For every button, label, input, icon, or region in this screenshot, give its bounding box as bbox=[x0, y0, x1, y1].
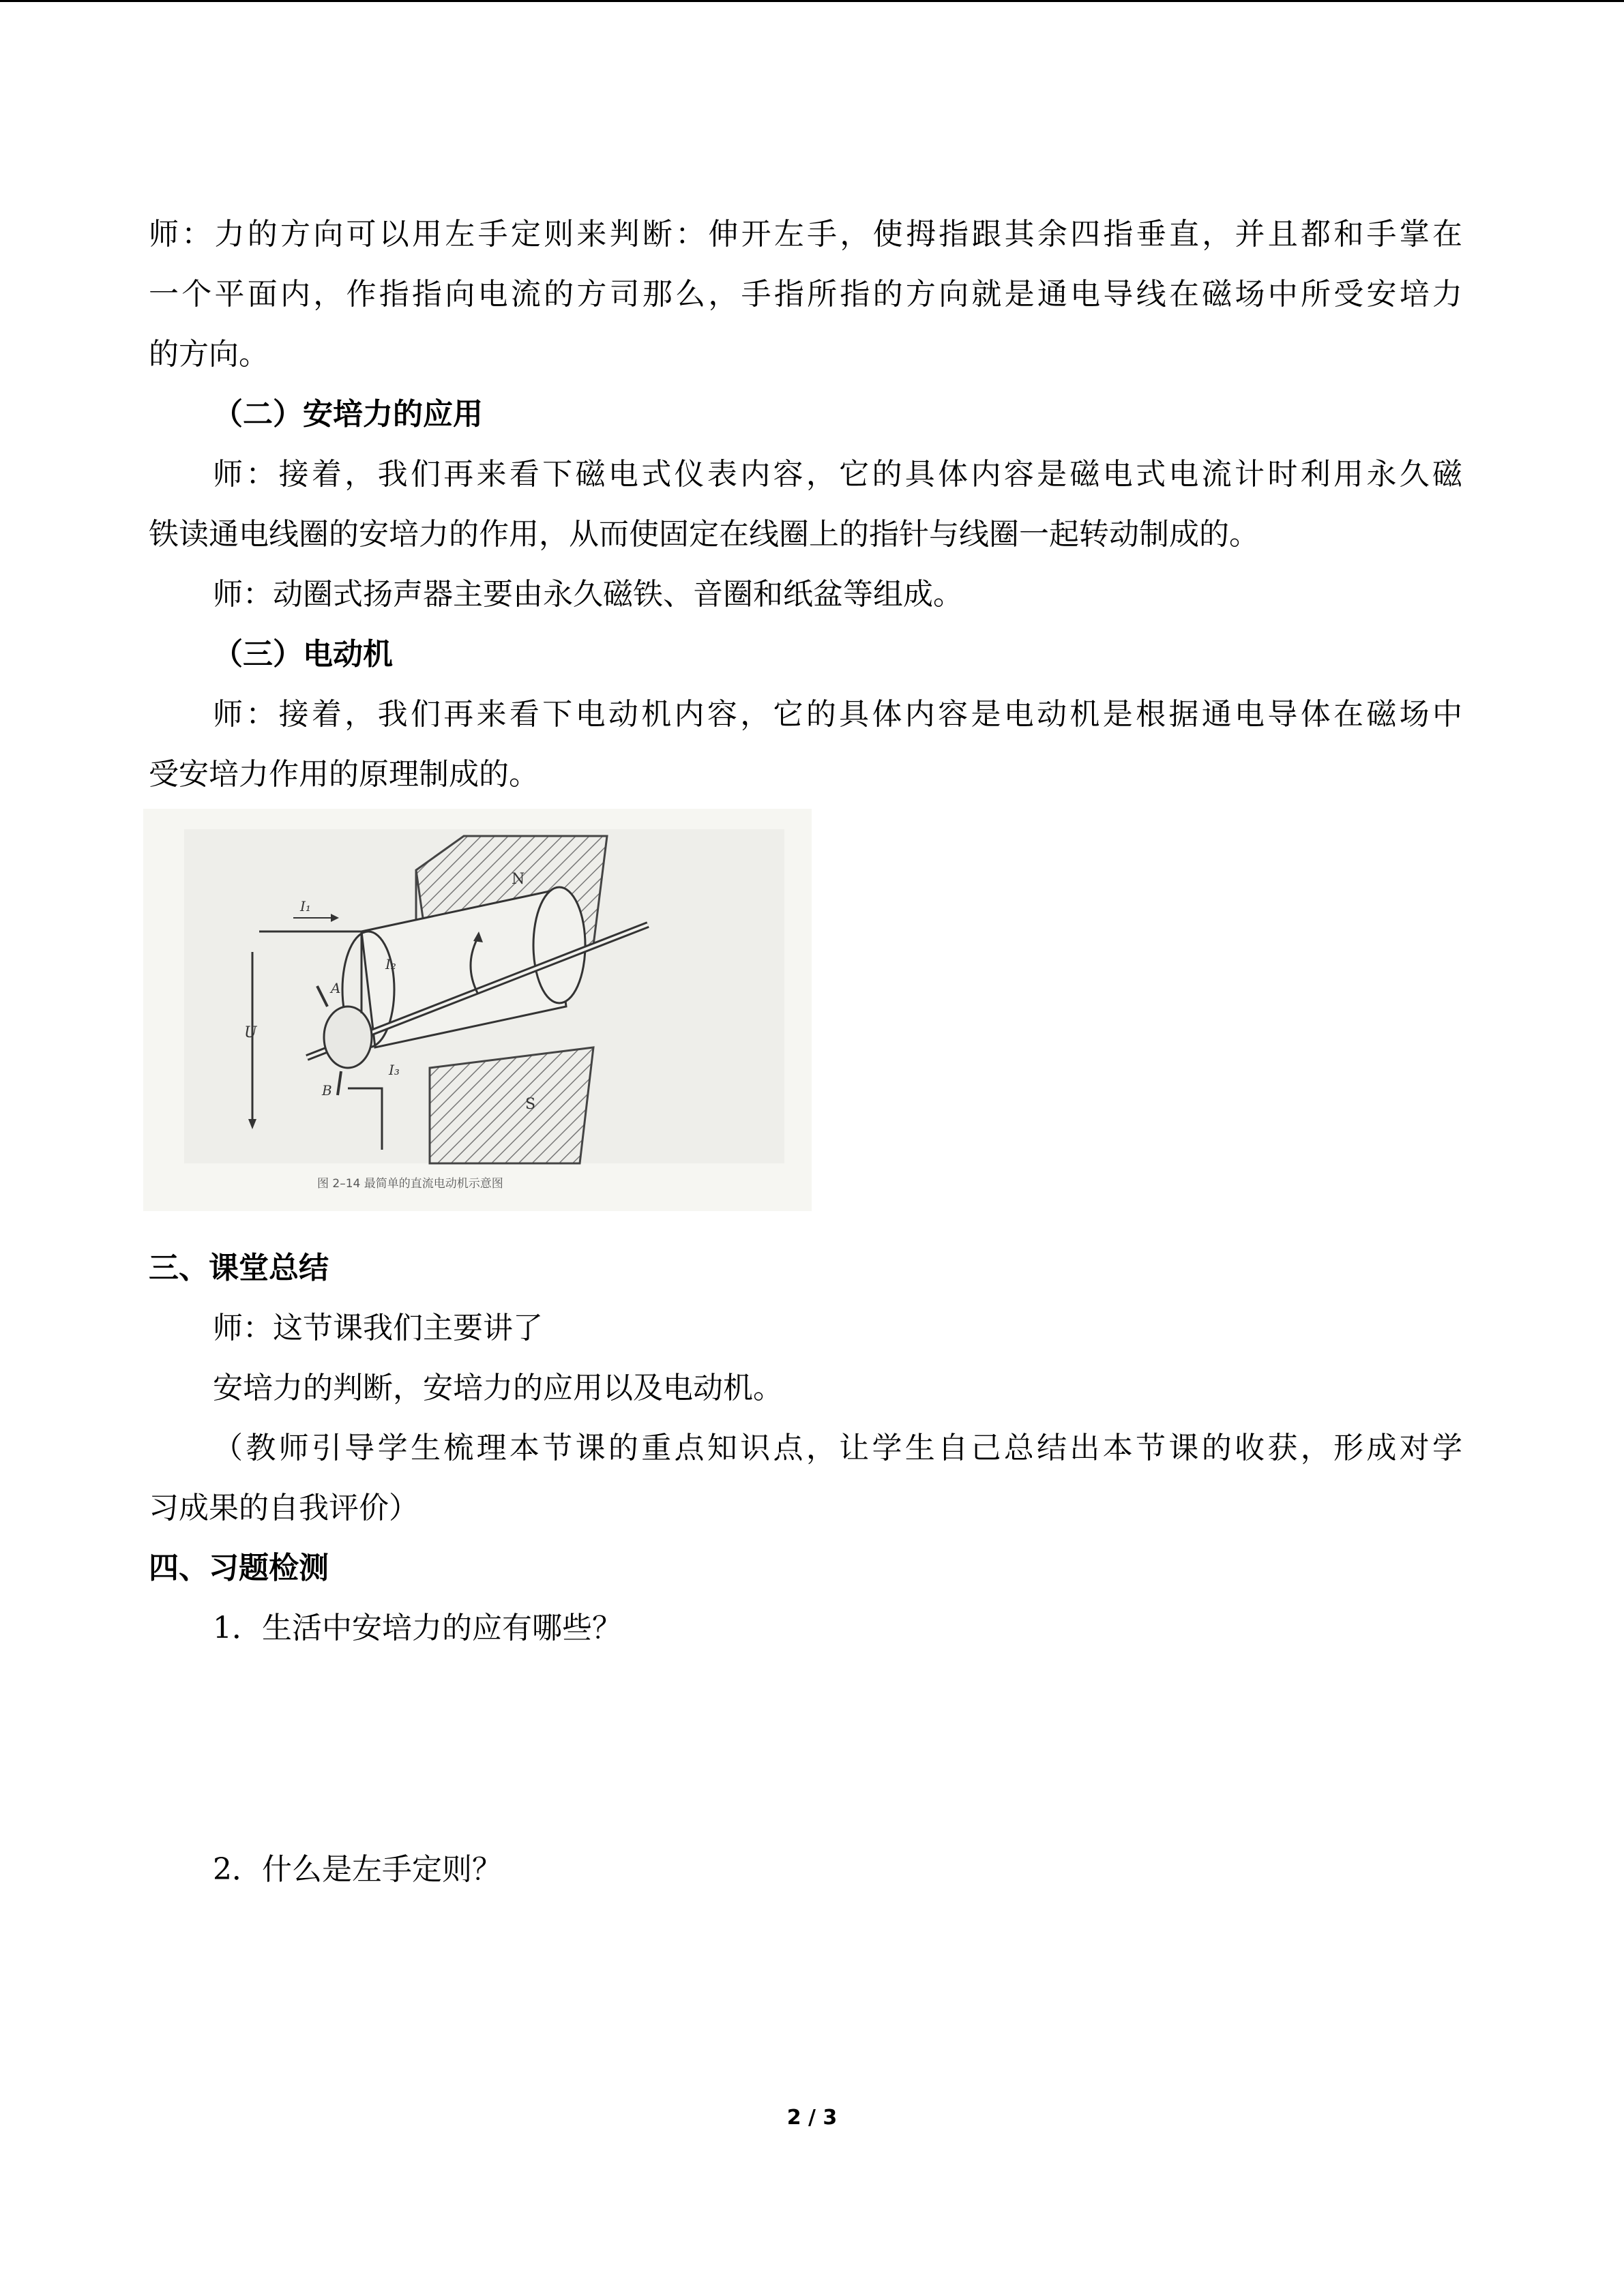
summary-note-line1: （教师引导学生梳理本节课的重点知识点，让学生自己总结出本节课的收获，形成对学 bbox=[213, 1431, 1462, 1465]
question-2: 2．什么是左手定则？ bbox=[213, 1852, 502, 1887]
dc-motor-diagram bbox=[143, 809, 812, 1211]
label-brush-a: A bbox=[331, 980, 341, 996]
paragraph1-line3: 的方向。 bbox=[149, 337, 269, 372]
paragraph2-line2: 铁读通电线圈的安培力的作用，从而使固定在线圈上的指针与线圈一起转动制成的。 bbox=[149, 517, 1259, 552]
paragraph1-line2: 一个平面内，作指指向电流的方司那么，手指所指的方向就是通电导线在磁场中所受安培力 bbox=[149, 277, 1462, 312]
commutator bbox=[324, 1007, 372, 1068]
question-1: 1．生活中安培力的应有哪些？ bbox=[213, 1611, 622, 1645]
label-north: N bbox=[512, 871, 525, 888]
label-south: S bbox=[525, 1096, 536, 1113]
summary-line1: 师：这节课我们主要讲了 bbox=[213, 1311, 543, 1345]
south-pole-magnet bbox=[430, 1047, 593, 1163]
label-brush-b: B bbox=[322, 1082, 332, 1099]
summary-line2: 安培力的判断，安培力的应用以及电动机。 bbox=[213, 1371, 783, 1405]
section3-title: （三）电动机 bbox=[213, 637, 393, 672]
paragraph3: 师：动圈式扬声器主要由永久磁铁、音圈和纸盆等组成。 bbox=[213, 577, 963, 612]
paragraph2-line1: 师：接着，我们再来看下磁电式仪表内容，它的具体内容是磁电式电流计时利用永久磁 bbox=[213, 457, 1462, 492]
paragraph4-line1: 师：接着，我们再来看下电动机内容，它的具体内容是电动机是根据通电导体在磁场中 bbox=[213, 697, 1462, 732]
label-voltage: U bbox=[244, 1024, 257, 1041]
exercise-title: 四、习题检测 bbox=[149, 1551, 329, 1585]
section2-title: （二）安培力的应用 bbox=[213, 397, 483, 432]
paragraph1-line1: 师：力的方向可以用左手定则来判断：伸开左手，使拇指跟其余四指垂直，并且都和手掌在 bbox=[149, 217, 1462, 252]
paragraph4-line2: 受安培力作用的原理制成的。 bbox=[149, 757, 539, 792]
dc-motor-figure bbox=[143, 809, 812, 1211]
label-i2: I₂ bbox=[385, 956, 396, 972]
page-top-border bbox=[0, 0, 1624, 2]
label-i1: I₁ bbox=[300, 898, 311, 914]
page-number: 2 / 3 bbox=[786, 2106, 838, 2130]
coil-end-ellipse bbox=[533, 887, 585, 1003]
label-i3: I₃ bbox=[389, 1062, 400, 1078]
summary-note-line2: 习成果的自我评价） bbox=[149, 1491, 419, 1525]
figure-caption: 图 2–14 最简单的直流电动机示意图 bbox=[317, 1177, 503, 1191]
summary-title: 三、课堂总结 bbox=[149, 1251, 329, 1285]
